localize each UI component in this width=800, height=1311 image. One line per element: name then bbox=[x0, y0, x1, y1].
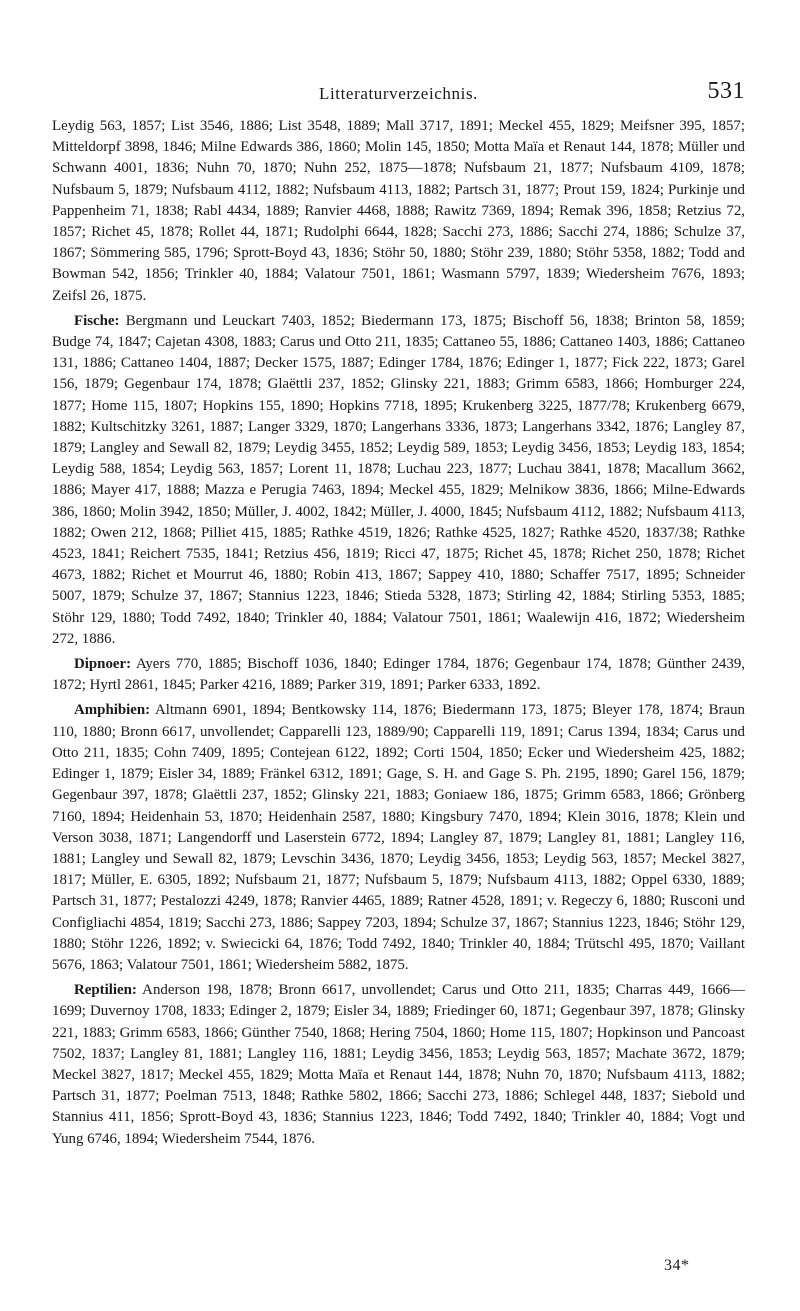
section-heading-fische: Fische: bbox=[74, 312, 120, 329]
intro-paragraph: Leydig 563, 1857; List 3546, 1886; List 3548, 1889; Mall 3717, 1891; Meckel 455, 1829; Meifsner 395, 1857; Mitteldorpf 3898, 1846; Milne Edwards 386, 1860; Molin 145, 1850; Motta Maïa et Renaut 144, 1878; Müller und Schwann 4001, 1836; Nuhn 70, 1870; Nuhn 252, 1875—1878; Nufsbaum 21, 1877; Nufsbaum 4109, 1878; Nufsbaum 5, 1879; Nufsbaum 4112, 1882; Nufsbaum 4113, 1882; Partsch 31, 1877; Prout 159, 1824; Purkinje und Pappenheim 71, 1838; Rabl 4434, 1889; Ranvier 4468, 1888; Rawitz 7369, 1894; Remak 396, 1858; Retzius 72, 1857; Richet 45, 1878; Rollet 44, 1871; Rudolphi 6644, 1828; Sacchi 273, 1886; Sacchi 274, 1886; Schulze 37, 1867; Sömmering 585, 1796; Sprott-Boyd 43, 1836; Stöhr 50, 1880; Stöhr 239, 1880; Stöhr 5358, 1882; Todd and Bowman 542, 1856; Trinkler 40, 1884; Valatour 7501, 1861; Wasmann 5797, 1839; Wiedersheim 7676, 1893; Zeifsl 26, 1875. bbox=[52, 118, 745, 304]
page-number: 531 bbox=[707, 78, 745, 104]
section-reptilien bbox=[52, 980, 745, 1150]
section-heading-amphibien: Amphibien: bbox=[74, 702, 151, 719]
section-text-amphibien: Altmann 6901, 1894; Bentkowsky 114, 1876; Biedermann 173, 1875; Bleyer 178, 1874; Braun 110, 1880; Bronn 6617, unvollendet; Capparelli 123, 1889/90; Capparelli 119, 1891; Carus 1394, 1834; Carus und Otto 211, 1835; Cohn 7409, 1895; Contejean 6122, 1892; Corti 1504, 1850; Ecker und Wiedersheim 425, 1882; Edinger 1, 1879; Eisler 34, 1889; Fränkel 6312, 1891; Gage, S. H. and Gage S. Ph. 2195, 1890; Garel 156, 1879; Gegenbaur 397, 1878; Glaёttli 237, 1852; Glinsky 221, 1883; Goniaew 186, 1875; Grimm 6583, 1866; Grönberg 7160, 1894; Heidenhain 53, 1870; Heidenhain 2587, 1880; Kingsbury 7470, 1894; Klein 3016, 1878; Klein und Verson 3038, 1871; Langendorff und Laserstein 6772, 1894; Langley 87, 1879; Langley 81, 1881; Langley 116, 1881; Langley und Sewall 82, 1879; Levschin 3436, 1870; Leydig 3456, 1853; Leydig 563, 1857; Meckel 3827, 1817; Müller, E. 6305, 1892; Nufsbaum 21, 1877; Nufsbaum 5, 1879; Nufsbaum 4113, 1882; Oppel 6330, 1889; Partsch 31, 1877; Pestalozzi 4249, 1878; Ranvier 4465, 1889; Ratner 4528, 1891; v. Regeczy 6, 1880; Rusconi und Configliachi 4854, 1819; Sacchi 273, 1886; Sappey 7203, 1894; Schulze 37, 1867; Stannius 1223, 1846; Stöhr 129, 1880; Stöhr 1226, 1892; v. Swiecicki 64, 1876; Todd 7492, 1840; Trinkler 40, 1884; Trütschl 495, 1870; Vaillant 5676, 1863; Valatour 7501, 1861; Wiedersheim 5882, 1875. bbox=[52, 702, 745, 973]
bibliography-text bbox=[52, 116, 745, 1150]
section-fische bbox=[52, 311, 745, 650]
section-text-dipnoer: Ayers 770, 1885; Bischoff 1036, 1840; Edinger 1784, 1876; Gegenbaur 174, 1878; Günther 2439, 1872; Hyrtl 2861, 1845; Parker 4216, 1889; Parker 319, 1891; Parker 6333, 1892. bbox=[52, 656, 745, 694]
section-heading-reptilien: Reptilien: bbox=[74, 982, 137, 999]
running-head bbox=[52, 78, 745, 108]
section-heading-dipnoer: Dipnoer: bbox=[74, 656, 132, 673]
running-title: Litteraturverzeichnis. bbox=[318, 84, 479, 103]
sheet-signature: 34* bbox=[664, 1257, 690, 1274]
section-dipnoer bbox=[52, 654, 745, 696]
section-amphibien bbox=[52, 700, 745, 976]
section-text-reptilien: Anderson 198, 1878; Bronn 6617, unvollendet; Carus und Otto 211, 1835; Charras 449, 1666—1699; Duvernoy 1708, 1833; Edinger 2, 1879; Eisler 34, 1889; Friedinger 60, 1871; Gegenbaur 397, 1878; Glinsky 221, 1883; Grimm 6583, 1866; Günther 7540, 1868; Hering 7504, 1860; Home 115, 1807; Hopkinson und Pancoast 7502, 1837; Langley 81, 1881; Langley 116, 1881; Leydig 3456, 1853; Leydig 563, 1857; Machate 3672, 1879; Meckel 3827, 1817; Meckel 455, 1829; Motta Maïa et Renaut 144, 1878; Nuhn 70, 1870; Nufsbaum 4113, 1882; Partsch 31, 1877; Poelman 7513, 1848; Rathke 5802, 1866; Sacchi 273, 1886; Schlegel 448, 1837; Siebold und Stannius 411, 1856; Sprott-Boyd 43, 1836; Stannius 1223, 1846; Todd 7492, 1840; Trinkler 40, 1884; Vogt und Yung 6746, 1894; Wiedersheim 7544, 1876. bbox=[52, 982, 745, 1147]
section-text-fische: Bergmann und Leuckart 7403, 1852; Biedermann 173, 1875; Bischoff 56, 1838; Brinton 58, 1859; Budge 74, 1847; Cajetan 4308, 1883; Carus und Otto 211, 1835; Cattaneo 55, 1886; Cattaneo 1403, 1886; Cattaneo 131, 1886; Cattaneo 1404, 1887; Decker 1575, 1887; Edinger 1784, 1876; Edinger 1, 1877; Fick 222, 1873; Garel 156, 1879; Gegenbaur 174, 1878; Glaёttli 237, 1852; Glinsky 221, 1883; Grimm 6583, 1866; Homburger 224, 1877; Home 115, 1807; Hopkins 155, 1890; Hopkins 7718, 1895; Krukenberg 3225, 1877/78; Krukenberg 6679, 1882; Kultschitzky 3261, 1887; Langer 3329, 1870; Langerhans 3336, 1873; Langerhans 3342, 1876; Langley 87, 1879; Langley and Sewall 82, 1879; Leydig 3455, 1852; Leydig 589, 1853; Leydig 3456, 1853; Leydig 183, 1854; Leydig 588, 1854; Leydig 563, 1857; Lorent 11, 1878; Luchau 223, 1877; Luchau 3841, 1878; Macallum 3662, 1886; Mayer 417, 1888; Mazza e Perugia 7463, 1894; Meckel 455, 1829; Melnikow 3836, 1866; Milne-Edwards 386, 1860; Molin 3942, 1850; Müller, J. 4002, 1842; Müller, J. 4000, 1845; Nufsbaum 4112, 1882; Nufsbaum 4113, 1882; Owen 212, 1868; Pilliet 415, 1885; Rathke 4519, 1826; Rathke 4525, 1827; Rathke 4520, 1837/38; Rathke 4523, 1841; Reichert 7535, 1841; Retzius 456, 1819; Ricci 47, 1875; Richet 45, 1878; Richet 250, 1878; Richet 4673, 1882; Richet et Mourrut 46, 1880; Robin 413, 1867; Sappey 410, 1880; Schaffer 7517, 1895; Schneider 5007, 1879; Schulze 37, 1867; Stannius 1223, 1846; Stieda 5328, 1873; Stirling 42, 1884; Stirling 5353, 1885; Stöhr 129, 1880; Todd 7492, 1840; Trinkler 40, 1884; Valatour 7501, 1861; Waalewijn 416, 1872; Wiedersheim 272, 1886. bbox=[52, 312, 745, 647]
